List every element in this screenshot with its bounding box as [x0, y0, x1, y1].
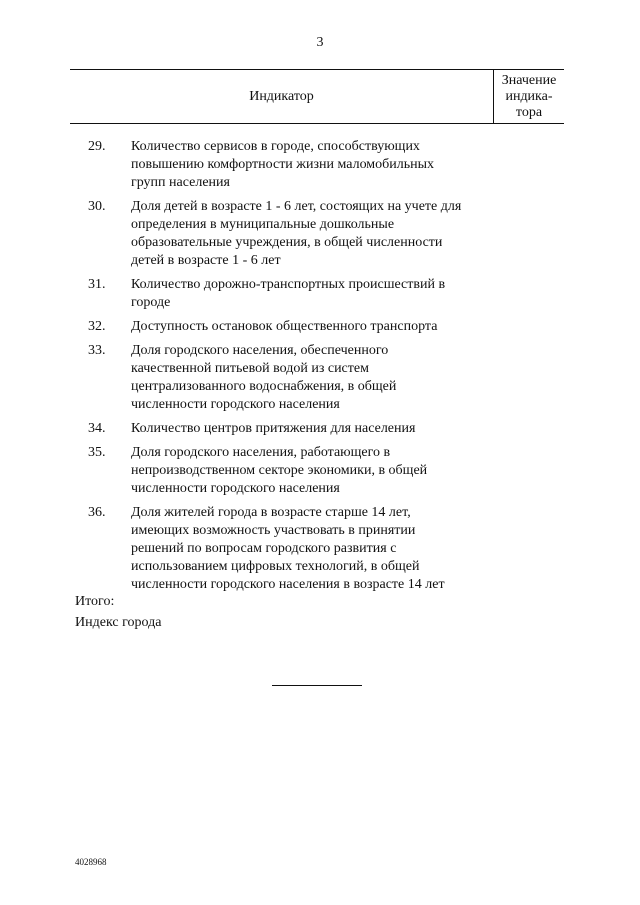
indicator-text-line: Доля городского населения, работающего в — [131, 445, 391, 460]
indicator-row — [0, 420, 640, 438]
indicator-text-line: Доступность остановок общественного транспорта — [131, 319, 438, 334]
indicator-text-line: групп населения — [131, 175, 230, 190]
header-value-line: Значение — [501, 72, 557, 88]
indicator-text-line: численности городского населения — [131, 481, 340, 496]
indicator-text-line: имеющих возможность участвовать в принятии — [131, 523, 416, 538]
divider-line — [272, 685, 362, 686]
indicator-number: 35. — [88, 445, 106, 460]
indicator-text-line: Доля жителей города в возрасте старше 14 лет, — [131, 505, 411, 520]
indicator-text-line: качественной питьевой водой из систем — [131, 361, 369, 376]
indicator-text-line: детей в возрасте 1 - 6 лет — [131, 253, 281, 268]
indicator-text-line: повышению комфортности жизни маломобильных — [131, 157, 435, 172]
indicator-text-line: Количество сервисов в городе, способствующих — [131, 139, 420, 154]
indicator-row — [0, 444, 640, 498]
indicator-text — [131, 138, 491, 192]
indicator-text-line: численности городского населения в возрасте 14 лет — [131, 577, 445, 592]
indicator-row — [0, 276, 640, 312]
indicator-text — [131, 444, 491, 498]
table-header — [70, 69, 564, 124]
indicator-text-line: городе — [131, 295, 171, 310]
header-indicator: Индикатор — [70, 70, 494, 123]
header-value-line: тора — [515, 104, 543, 120]
indicator-number: 33. — [88, 343, 106, 358]
indicator-number: 30. — [88, 199, 106, 214]
indicator-text-line: численности городского населения — [131, 397, 340, 412]
indicator-row — [0, 198, 640, 270]
indicator-number: 31. — [88, 277, 106, 292]
indicator-text-line: Количество центров притяжения для населения — [131, 421, 416, 436]
indicator-text — [131, 342, 491, 414]
indicator-text-line: Доля городского населения, обеспеченного — [131, 343, 389, 358]
indicator-text-line: централизованного водоснабжения, в общей — [131, 379, 397, 394]
indicator-text-line: решений по вопросам городского развития с — [131, 541, 397, 556]
indicator-row — [0, 342, 640, 414]
indicator-row — [0, 138, 640, 192]
indicator-number: 36. — [88, 505, 106, 520]
indicator-text-line: Доля детей в возрасте 1 - 6 лет, состоящих на учете для — [131, 199, 462, 214]
indicator-number: 29. — [88, 139, 106, 154]
document-code: 4028968 — [75, 857, 107, 867]
indicator-list — [0, 138, 640, 600]
indicator-number: 34. — [88, 421, 106, 436]
indicator-text — [131, 276, 491, 312]
indicator-text — [131, 420, 491, 438]
header-value-line: индика- — [505, 88, 553, 104]
total-label: Итого: — [75, 594, 115, 609]
indicator-row — [0, 318, 640, 336]
indicator-text-line: Количество дорожно-транспортных происшествий в — [131, 277, 446, 292]
indicator-text-line: непроизводственном секторе экономики, в общей — [131, 463, 428, 478]
indicator-text-line: использованием цифровых технологий, в общей — [131, 559, 420, 574]
indicator-text — [131, 198, 491, 270]
page-number: 3 — [316, 35, 324, 50]
indicator-text-line: образовательные учреждения, в общей численности — [131, 235, 443, 250]
indicator-number: 32. — [88, 319, 106, 334]
indicator-text — [131, 318, 491, 336]
indicator-text — [131, 504, 491, 594]
header-value — [494, 70, 564, 123]
indicator-row — [0, 504, 640, 594]
indicator-text-line: определения в муниципальные дошкольные — [131, 217, 395, 232]
city-index-label: Индекс города — [75, 615, 162, 630]
